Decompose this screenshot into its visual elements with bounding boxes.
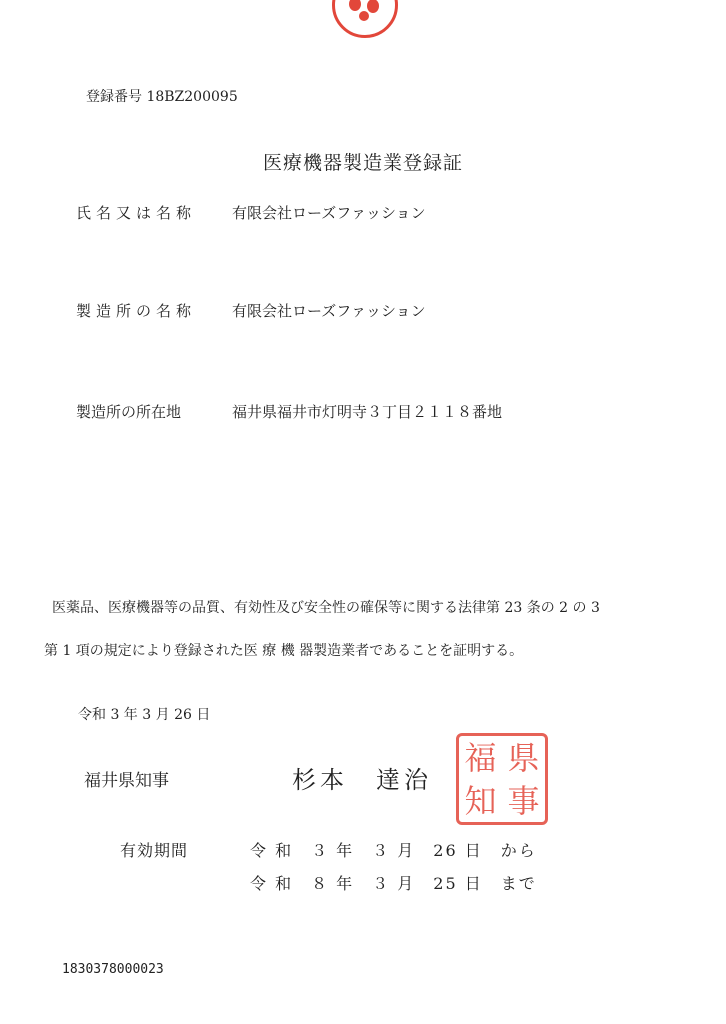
registration-number: 登録番号 18BZ200095 [86,89,238,105]
field-value-facility-name: 有限会社ローズファッション [232,302,426,320]
field-value-name: 有限会社ローズファッション [232,204,426,222]
validity-to: 令 和 ８ 年 ３ 月 25 日 まで [250,874,537,893]
validity-from: 令 和 ３ 年 ３ 月 26 日 から [250,841,537,860]
field-label-facility-address: 製造所の所在地 [76,403,182,421]
certification-text-line-2: 第 1 項の規定により登録された医 療 機 器製造業者であることを証明する。 [44,643,524,659]
seal-char: 事 [507,781,540,820]
certification-text-line-1: 医薬品、医療機器等の品質、有効性及び安全性の確保等に関する法律第 23 条の 2 の 3 [52,600,600,616]
issuer-title: 福井県知事 [84,771,169,791]
governor-seal-stamp [456,733,548,825]
top-seal-stamp [332,0,398,38]
seal-char: 福 [464,738,497,777]
document-code: 1830378000023 [62,962,164,977]
seal-char: 知 [464,781,497,820]
field-value-facility-address: 福井県福井市灯明寺３丁目２１１８番地 [232,403,503,421]
issuer-name: 杉本 達治 [292,766,432,794]
field-label-facility-name: 製造所の名称 [76,302,197,320]
field-label-name: 氏名又は名称 [76,204,197,222]
issue-date: 令和 3 年 3 月 26 日 [78,707,211,723]
validity-label: 有効期間 [120,841,189,860]
seal-char: 県 [507,738,540,777]
document-title: 医療機器製造業登録証 [262,152,463,174]
